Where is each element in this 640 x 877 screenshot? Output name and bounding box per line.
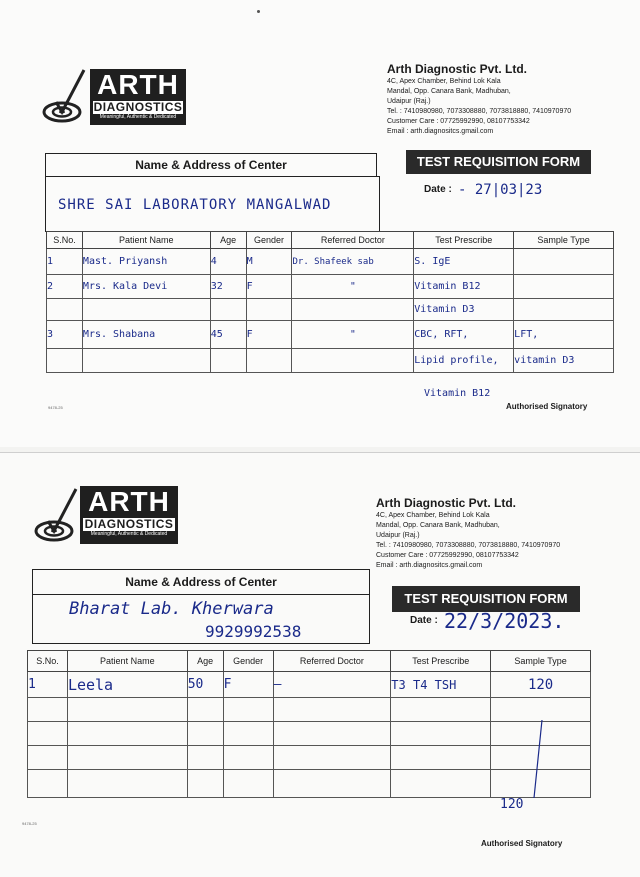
patient-table: [46, 231, 614, 373]
center-phone: 9929992538: [205, 622, 302, 641]
pen-stroke: [520, 718, 560, 808]
table-row: [47, 349, 614, 373]
company-email: Email : arth.diagnositcs.gmail.com: [376, 562, 483, 569]
form-title: TEST REQUISITION FORM: [406, 150, 591, 174]
date-label: Date :: [410, 615, 438, 626]
row-age: 4: [210, 249, 246, 275]
row-test: Vitamin D3: [414, 299, 514, 321]
row-gender: [223, 746, 273, 770]
row-test: Lipid profile,: [414, 349, 514, 373]
row-sno: [47, 349, 83, 373]
brand-tagline: Meaningful, Authentic & Dedicated: [99, 114, 177, 121]
row-sno: [28, 722, 68, 746]
row-age: 50: [187, 672, 223, 698]
row-sno: [47, 299, 83, 321]
target-checkmark-icon: [34, 483, 84, 543]
table-row: [28, 698, 591, 722]
company-address-line2: Mandal, Opp. Canara Bank, Madhuban,: [376, 522, 500, 529]
col-gender: Gender: [246, 232, 292, 249]
table-row: [47, 321, 614, 349]
company-care: Customer Care : 07725992990, 08107753342: [387, 118, 530, 125]
row-gender: F: [246, 321, 292, 349]
row-age: [187, 746, 223, 770]
table-row: [28, 746, 591, 770]
row-doctor: [273, 698, 391, 722]
logo-wordmark: [80, 486, 178, 544]
date-value: 22/3/2023.: [444, 609, 565, 633]
company-care: Customer Care : 07725992990, 08107753342: [376, 552, 519, 559]
row-test: [391, 746, 491, 770]
form-code: 9478-25: [48, 405, 63, 410]
brand-name: ARTH: [97, 69, 179, 100]
row-sample: [514, 299, 614, 321]
company-tel: Tel. : 7410980980, 7073308880, 7073818880, 7410970970: [387, 108, 572, 115]
company-address-line3: Udaipur (Raj.): [376, 532, 420, 539]
extra-test-note: Vitamin B12: [424, 388, 491, 399]
row-patient-name: [67, 722, 187, 746]
col-patient-name: Patient Name: [67, 651, 187, 672]
brand-tagline: Meaningful, Authentic & Dedicated: [90, 531, 168, 538]
col-test-prescribe: Test Prescribe: [414, 232, 514, 249]
col-test-prescribe: Test Prescribe: [391, 651, 491, 672]
company-address-block: [376, 495, 616, 571]
row-sno: 1: [28, 672, 68, 698]
row-test: [391, 770, 491, 798]
company-address-line1: 4C, Apex Chamber, Behind Lok Kala: [376, 512, 490, 519]
table-row: [47, 299, 614, 321]
authorised-signatory: Authorised Signatory: [481, 839, 563, 848]
col-gender: Gender: [223, 651, 273, 672]
col-age: Age: [210, 232, 246, 249]
company-name: Arth Diagnostic Pvt. Ltd.: [376, 496, 517, 510]
table-row: [28, 672, 591, 698]
extra-sample-note: 120: [500, 797, 524, 812]
form-code: 9478-25: [22, 821, 37, 826]
row-patient-name: [67, 746, 187, 770]
center-box: [32, 594, 370, 644]
col-referred-doctor: Referred Doctor: [292, 232, 414, 249]
brand-sub: DIAGNOSTICS: [84, 517, 174, 531]
row-doctor: [292, 299, 414, 321]
punch-mark: [257, 10, 260, 13]
row-doctor: Dr. Shafeek sab: [292, 249, 414, 275]
col-sample-type: Sample Type: [514, 232, 614, 249]
center-box-title: Name & Address of Center: [32, 569, 370, 595]
table-header-row: [28, 651, 591, 672]
row-age: [210, 349, 246, 373]
col-sno: S.No.: [28, 651, 68, 672]
row-sno: [28, 770, 68, 798]
row-test: [391, 698, 491, 722]
brand-name: ARTH: [88, 486, 170, 517]
requisition-form-2: [0, 452, 640, 877]
table-row: [28, 770, 591, 798]
row-sno: 2: [47, 275, 83, 299]
company-address-line3: Udaipur (Raj.): [387, 98, 431, 105]
row-doctor: —: [273, 672, 391, 698]
company-name: Arth Diagnostic Pvt. Ltd.: [387, 62, 528, 76]
row-gender: [246, 349, 292, 373]
col-referred-doctor: Referred Doctor: [273, 651, 391, 672]
row-doctor: ": [292, 275, 414, 299]
row-doctor: [292, 349, 414, 373]
row-doctor: [273, 770, 391, 798]
row-sno: [28, 698, 68, 722]
row-age: 32: [210, 275, 246, 299]
row-gender: F: [223, 672, 273, 698]
table-header-row: [47, 232, 614, 249]
row-sample: [514, 275, 614, 299]
row-sample: LFT,: [514, 321, 614, 349]
row-doctor: [273, 746, 391, 770]
patient-table: [27, 650, 591, 798]
row-gender: [246, 299, 292, 321]
center-box-title: Name & Address of Center: [45, 153, 377, 177]
row-patient-name: [67, 770, 187, 798]
table-row: [47, 249, 614, 275]
row-patient-name: [67, 698, 187, 722]
row-patient-name: [82, 299, 210, 321]
row-test: CBC, RFT,: [414, 321, 514, 349]
row-patient-name: Mast. Priyansh: [82, 249, 210, 275]
target-checkmark-icon: [42, 64, 92, 124]
row-patient-name: Mrs. Shabana: [82, 321, 210, 349]
row-gender: M: [246, 249, 292, 275]
row-test: T3 T4 TSH: [391, 672, 491, 698]
col-sample-type: Sample Type: [491, 651, 591, 672]
row-patient-name: Mrs. Kala Devi: [82, 275, 210, 299]
date-label: Date :: [424, 184, 452, 195]
table-row: [47, 275, 614, 299]
row-sno: 3: [47, 321, 83, 349]
row-doctor: [273, 722, 391, 746]
row-age: [187, 698, 223, 722]
row-sno: [28, 746, 68, 770]
row-age: [187, 770, 223, 798]
company-tel: Tel. : 7410980980, 7073308880, 7073818880, 7410970970: [376, 542, 561, 549]
company-address-line1: 4C, Apex Chamber, Behind Lok Kala: [387, 78, 501, 85]
form-title: TEST REQUISITION FORM: [392, 586, 580, 612]
company-email: Email : arth.diagnositcs.gmail.com: [387, 128, 494, 135]
row-gender: [223, 698, 273, 722]
col-patient-name: Patient Name: [82, 232, 210, 249]
row-test: Vitamin B12: [414, 275, 514, 299]
col-sno: S.No.: [47, 232, 83, 249]
center-name: Bharat Lab. Kherwara: [69, 599, 274, 619]
center-box: [45, 176, 380, 232]
date-value: - 27|03|23: [458, 182, 543, 198]
col-age: Age: [187, 651, 223, 672]
row-patient-name: Leela: [67, 672, 187, 698]
row-patient-name: [82, 349, 210, 373]
logo-wordmark: [90, 69, 186, 125]
row-gender: F: [246, 275, 292, 299]
company-address-line2: Mandal, Opp. Canara Bank, Madhuban,: [387, 88, 511, 95]
row-doctor: ": [292, 321, 414, 349]
row-age: 45: [210, 321, 246, 349]
table-row: [28, 722, 591, 746]
row-test: S. IgE: [414, 249, 514, 275]
row-age: [187, 722, 223, 746]
row-gender: [223, 770, 273, 798]
authorised-signatory: Authorised Signatory: [506, 402, 588, 411]
row-age: [210, 299, 246, 321]
company-address-block: [387, 61, 627, 137]
row-gender: [223, 722, 273, 746]
row-sample: [514, 249, 614, 275]
brand-sub: DIAGNOSTICS: [93, 100, 183, 114]
row-test: [391, 722, 491, 746]
row-sample: 120: [491, 672, 591, 698]
row-sample: vitamin D3: [514, 349, 614, 373]
center-name: SHRE SAI LABORATORY MANGALWAD: [58, 197, 332, 213]
row-sno: 1: [47, 249, 83, 275]
